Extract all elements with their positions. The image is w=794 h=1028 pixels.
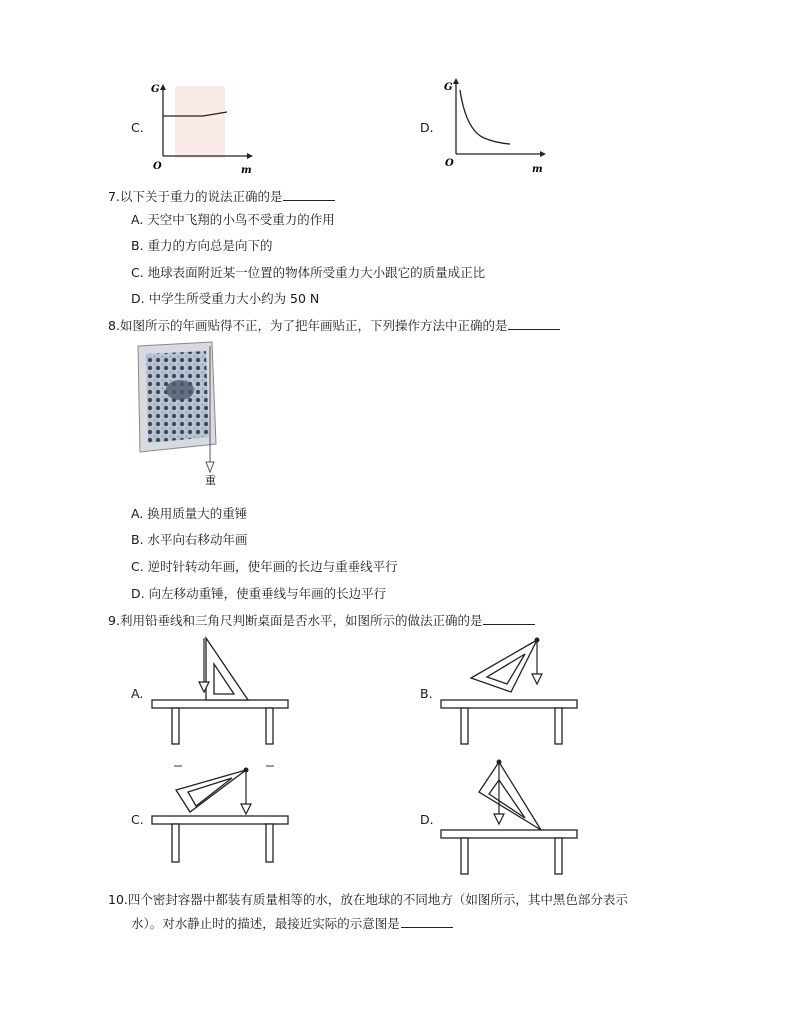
option-c-label: C. <box>131 120 144 135</box>
q9-option-d-label: D. <box>420 812 434 827</box>
q10-stem-text-2: 水）。对水静止时的描述，最接近实际的示意图是 <box>131 916 400 931</box>
graph-d-y-label: G <box>444 82 453 93</box>
graph-d <box>440 70 550 176</box>
q9-figure-b <box>437 632 582 748</box>
q8-option-a: A. 换用质量大的重锤 <box>131 506 248 521</box>
q10-answer-blank[interactable] <box>401 915 453 928</box>
q9-option-b-label: B. <box>420 686 433 701</box>
q7-option-d: D. 中学生所受重力大小约为 50 N <box>131 291 320 306</box>
q7-option-a: A. 天空中飞翔的小鸟不受重力的作用 <box>131 212 335 227</box>
graph-d-origin: O <box>445 158 454 169</box>
q10-stem-line1 <box>108 890 628 908</box>
q9-stem-text: 利用铅垂线和三角尺判断桌面是否水平，如图所示的做法正确的是 <box>119 613 483 628</box>
q8-tilted-painting-figure <box>130 340 230 490</box>
q8-weight-label: 重 <box>205 474 216 487</box>
graph-c-y-label: G <box>151 84 160 95</box>
q10-stem-line2 <box>131 914 453 932</box>
q9-stem <box>108 611 535 629</box>
q8-option-b: B. 水平向右移动年画 <box>131 532 248 547</box>
q7-number: 7. <box>108 189 120 204</box>
option-d-label: D. <box>420 120 434 135</box>
q9-figure-a <box>148 632 293 748</box>
q8-option-d: D. 向左移动重锤，使重垂线与年画的长边平行 <box>131 586 387 601</box>
q9-figure-c <box>148 744 293 866</box>
q9-option-c-label: C. <box>131 812 144 827</box>
q7-stem-text: 以下关于重力的说法正确的是 <box>119 189 283 204</box>
graph-c-x-label: m <box>241 165 252 176</box>
q10-number: 10. <box>108 892 128 907</box>
q8-stem-text: 如图所示的年画贴得不正，为了把年画贴正，下列操作方法中正确的是 <box>119 318 508 333</box>
q9-answer-blank[interactable] <box>483 612 535 625</box>
q9-number: 9. <box>108 613 120 628</box>
q7-option-c: C. 地球表面附近某一位置的物体所受重力大小跟它的质量成正比 <box>131 265 486 280</box>
q9-figure-d <box>437 752 582 878</box>
graph-d-x-label: m <box>532 164 543 175</box>
q7-stem <box>108 187 335 205</box>
graph-c <box>145 76 255 176</box>
q8-stem <box>108 316 560 334</box>
q8-answer-blank[interactable] <box>508 317 560 330</box>
q9-option-a-label: A. <box>131 686 144 701</box>
q10-stem-text-1: 四个密封容器中都装有质量相等的水，放在地球的不同地方（如图所示，其中黑色部分表示 <box>127 892 628 907</box>
graph-c-origin: O <box>153 161 162 172</box>
q8-number: 8. <box>108 318 120 333</box>
q7-option-b: B. 重力的方向总是向下的 <box>131 238 273 253</box>
q8-option-c: C. 逆时针转动年画，使年画的长边与重垂线平行 <box>131 559 398 574</box>
q7-answer-blank[interactable] <box>283 188 335 201</box>
